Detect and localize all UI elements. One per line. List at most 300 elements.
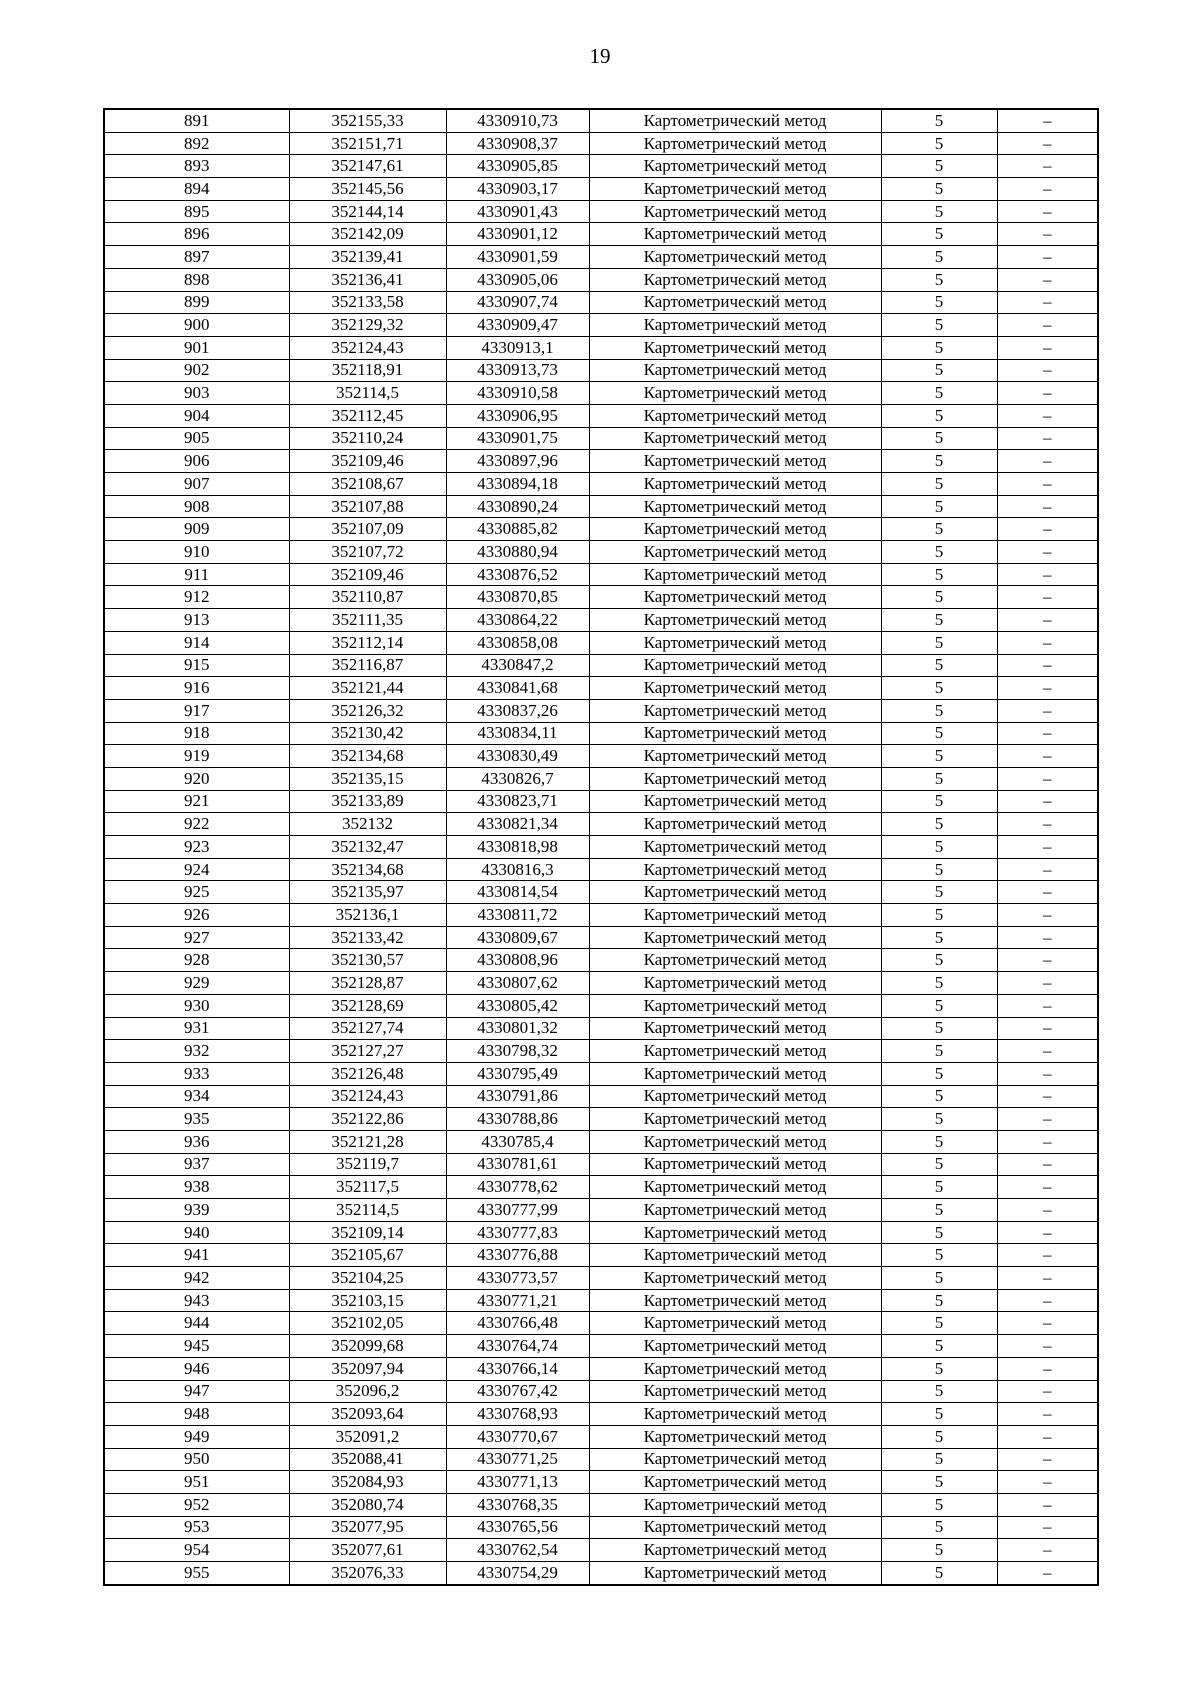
table-row xyxy=(104,1062,1098,1085)
y-coordinate-cell: 4330890,24 xyxy=(446,495,589,518)
method-cell: Картометрический метод xyxy=(589,1448,881,1471)
y-coordinate-cell: 4330781,61 xyxy=(446,1153,589,1176)
table-row xyxy=(104,1448,1098,1471)
y-coordinate-cell: 4330901,43 xyxy=(446,200,589,223)
y-coordinate-cell: 4330880,94 xyxy=(446,541,589,564)
accuracy-cell: 5 xyxy=(881,1312,997,1335)
point-number-cell: 925 xyxy=(104,881,289,904)
x-coordinate-cell: 352132 xyxy=(289,813,446,836)
method-cell: Картометрический метод xyxy=(589,1108,881,1131)
x-coordinate-cell: 352110,24 xyxy=(289,427,446,450)
accuracy-cell: 5 xyxy=(881,1289,997,1312)
accuracy-cell: 5 xyxy=(881,541,997,564)
note-cell: – xyxy=(997,1562,1098,1585)
note-cell: – xyxy=(997,1267,1098,1290)
accuracy-cell: 5 xyxy=(881,1448,997,1471)
x-coordinate-cell: 352114,5 xyxy=(289,382,446,405)
method-cell: Картометрический метод xyxy=(589,1176,881,1199)
note-cell: – xyxy=(997,1539,1098,1562)
method-cell: Картометрический метод xyxy=(589,1085,881,1108)
note-cell: – xyxy=(997,1040,1098,1063)
method-cell: Картометрический метод xyxy=(589,314,881,337)
method-cell: Картометрический метод xyxy=(589,1471,881,1494)
accuracy-cell: 5 xyxy=(881,631,997,654)
y-coordinate-cell: 4330910,58 xyxy=(446,382,589,405)
x-coordinate-cell: 352076,33 xyxy=(289,1562,446,1585)
method-cell: Картометрический метод xyxy=(589,268,881,291)
y-coordinate-cell: 4330913,73 xyxy=(446,359,589,382)
x-coordinate-cell: 352108,67 xyxy=(289,473,446,496)
x-coordinate-cell: 352088,41 xyxy=(289,1448,446,1471)
table-row xyxy=(104,881,1098,904)
note-cell: – xyxy=(997,699,1098,722)
method-cell: Картометрический метод xyxy=(589,1425,881,1448)
y-coordinate-cell: 4330897,96 xyxy=(446,450,589,473)
note-cell: – xyxy=(997,994,1098,1017)
y-coordinate-cell: 4330795,49 xyxy=(446,1062,589,1085)
y-coordinate-cell: 4330791,86 xyxy=(446,1085,589,1108)
point-number-cell: 942 xyxy=(104,1267,289,1290)
accuracy-cell: 5 xyxy=(881,1562,997,1585)
note-cell: – xyxy=(997,178,1098,201)
note-cell: – xyxy=(997,200,1098,223)
y-coordinate-cell: 4330785,4 xyxy=(446,1130,589,1153)
y-coordinate-cell: 4330905,06 xyxy=(446,268,589,291)
x-coordinate-cell: 352119,7 xyxy=(289,1153,446,1176)
method-cell: Картометрический метод xyxy=(589,699,881,722)
y-coordinate-cell: 4330908,37 xyxy=(446,132,589,155)
table-row xyxy=(104,155,1098,178)
note-cell: – xyxy=(997,268,1098,291)
coordinates-table xyxy=(103,108,1099,1586)
note-cell: – xyxy=(997,155,1098,178)
method-cell: Картометрический метод xyxy=(589,767,881,790)
method-cell: Картометрический метод xyxy=(589,109,881,132)
x-coordinate-cell: 352134,68 xyxy=(289,858,446,881)
table-row xyxy=(104,1176,1098,1199)
method-cell: Картометрический метод xyxy=(589,1562,881,1585)
accuracy-cell: 5 xyxy=(881,132,997,155)
note-cell: – xyxy=(997,609,1098,632)
y-coordinate-cell: 4330811,72 xyxy=(446,904,589,927)
y-coordinate-cell: 4330907,74 xyxy=(446,291,589,314)
note-cell: – xyxy=(997,745,1098,768)
y-coordinate-cell: 4330901,59 xyxy=(446,246,589,269)
accuracy-cell: 5 xyxy=(881,1267,997,1290)
method-cell: Картометрический метод xyxy=(589,1516,881,1539)
note-cell: – xyxy=(997,1130,1098,1153)
point-number-cell: 929 xyxy=(104,972,289,995)
note-cell: – xyxy=(997,813,1098,836)
table-row xyxy=(104,1040,1098,1063)
accuracy-cell: 5 xyxy=(881,246,997,269)
accuracy-cell: 5 xyxy=(881,1085,997,1108)
accuracy-cell: 5 xyxy=(881,200,997,223)
note-cell: – xyxy=(997,904,1098,927)
table-row xyxy=(104,200,1098,223)
table-row xyxy=(104,994,1098,1017)
accuracy-cell: 5 xyxy=(881,813,997,836)
note-cell: – xyxy=(997,1448,1098,1471)
x-coordinate-cell: 352103,15 xyxy=(289,1289,446,1312)
accuracy-cell: 5 xyxy=(881,586,997,609)
table-row xyxy=(104,836,1098,859)
accuracy-cell: 5 xyxy=(881,1176,997,1199)
note-cell: – xyxy=(997,858,1098,881)
note-cell: – xyxy=(997,1471,1098,1494)
note-cell: – xyxy=(997,1357,1098,1380)
point-number-cell: 908 xyxy=(104,495,289,518)
x-coordinate-cell: 352124,43 xyxy=(289,1085,446,1108)
x-coordinate-cell: 352102,05 xyxy=(289,1312,446,1335)
x-coordinate-cell: 352126,32 xyxy=(289,699,446,722)
accuracy-cell: 5 xyxy=(881,1516,997,1539)
x-coordinate-cell: 352107,72 xyxy=(289,541,446,564)
method-cell: Картометрический метод xyxy=(589,813,881,836)
table-row xyxy=(104,1516,1098,1539)
y-coordinate-cell: 4330913,1 xyxy=(446,336,589,359)
note-cell: – xyxy=(997,1176,1098,1199)
accuracy-cell: 5 xyxy=(881,972,997,995)
table-row xyxy=(104,1312,1098,1335)
accuracy-cell: 5 xyxy=(881,518,997,541)
y-coordinate-cell: 4330768,93 xyxy=(446,1403,589,1426)
accuracy-cell: 5 xyxy=(881,1403,997,1426)
table-row xyxy=(104,495,1098,518)
note-cell: – xyxy=(997,1425,1098,1448)
note-cell: – xyxy=(997,926,1098,949)
point-number-cell: 940 xyxy=(104,1221,289,1244)
note-cell: – xyxy=(997,1062,1098,1085)
note-cell: – xyxy=(997,586,1098,609)
note-cell: – xyxy=(997,450,1098,473)
y-coordinate-cell: 4330823,71 xyxy=(446,790,589,813)
note-cell: – xyxy=(997,427,1098,450)
x-coordinate-cell: 352126,48 xyxy=(289,1062,446,1085)
x-coordinate-cell: 352122,86 xyxy=(289,1108,446,1131)
y-coordinate-cell: 4330818,98 xyxy=(446,836,589,859)
method-cell: Картометрический метод xyxy=(589,654,881,677)
x-coordinate-cell: 352116,87 xyxy=(289,654,446,677)
table-row xyxy=(104,1539,1098,1562)
y-coordinate-cell: 4330805,42 xyxy=(446,994,589,1017)
method-cell: Картометрический метод xyxy=(589,722,881,745)
method-cell: Картометрический метод xyxy=(589,1312,881,1335)
note-cell: – xyxy=(997,654,1098,677)
note-cell: – xyxy=(997,246,1098,269)
table-row xyxy=(104,541,1098,564)
point-number-cell: 954 xyxy=(104,1539,289,1562)
point-number-cell: 931 xyxy=(104,1017,289,1040)
table-row xyxy=(104,631,1098,654)
method-cell: Картометрический метод xyxy=(589,1267,881,1290)
point-number-cell: 934 xyxy=(104,1085,289,1108)
x-coordinate-cell: 352128,69 xyxy=(289,994,446,1017)
y-coordinate-cell: 4330771,25 xyxy=(446,1448,589,1471)
x-coordinate-cell: 352135,97 xyxy=(289,881,446,904)
accuracy-cell: 5 xyxy=(881,1062,997,1085)
table-row xyxy=(104,677,1098,700)
method-cell: Картометрический метод xyxy=(589,450,881,473)
table-row xyxy=(104,132,1098,155)
table-row xyxy=(104,1357,1098,1380)
x-coordinate-cell: 352132,47 xyxy=(289,836,446,859)
point-number-cell: 952 xyxy=(104,1493,289,1516)
x-coordinate-cell: 352134,68 xyxy=(289,745,446,768)
table-row xyxy=(104,1493,1098,1516)
note-cell: – xyxy=(997,631,1098,654)
x-coordinate-cell: 352151,71 xyxy=(289,132,446,155)
method-cell: Картометрический метод xyxy=(589,359,881,382)
method-cell: Картометрический метод xyxy=(589,790,881,813)
y-coordinate-cell: 4330776,88 xyxy=(446,1244,589,1267)
point-number-cell: 920 xyxy=(104,767,289,790)
y-coordinate-cell: 4330858,08 xyxy=(446,631,589,654)
note-cell: – xyxy=(997,314,1098,337)
note-cell: – xyxy=(997,473,1098,496)
table-row xyxy=(104,1244,1098,1267)
accuracy-cell: 5 xyxy=(881,1244,997,1267)
point-number-cell: 892 xyxy=(104,132,289,155)
table-row xyxy=(104,745,1098,768)
point-number-cell: 917 xyxy=(104,699,289,722)
accuracy-cell: 5 xyxy=(881,767,997,790)
x-coordinate-cell: 352080,74 xyxy=(289,1493,446,1516)
y-coordinate-cell: 4330765,56 xyxy=(446,1516,589,1539)
accuracy-cell: 5 xyxy=(881,1221,997,1244)
method-cell: Картометрический метод xyxy=(589,404,881,427)
x-coordinate-cell: 352109,46 xyxy=(289,563,446,586)
x-coordinate-cell: 352104,25 xyxy=(289,1267,446,1290)
point-number-cell: 907 xyxy=(104,473,289,496)
point-number-cell: 926 xyxy=(104,904,289,927)
y-coordinate-cell: 4330788,86 xyxy=(446,1108,589,1131)
point-number-cell: 910 xyxy=(104,541,289,564)
accuracy-cell: 5 xyxy=(881,654,997,677)
note-cell: – xyxy=(997,1085,1098,1108)
accuracy-cell: 5 xyxy=(881,382,997,405)
x-coordinate-cell: 352118,91 xyxy=(289,359,446,382)
y-coordinate-cell: 4330864,22 xyxy=(446,609,589,632)
method-cell: Картометрический метод xyxy=(589,926,881,949)
y-coordinate-cell: 4330770,67 xyxy=(446,1425,589,1448)
method-cell: Картометрический метод xyxy=(589,336,881,359)
note-cell: – xyxy=(997,1108,1098,1131)
note-cell: – xyxy=(997,1199,1098,1222)
table-row xyxy=(104,813,1098,836)
x-coordinate-cell: 352139,41 xyxy=(289,246,446,269)
method-cell: Картометрический метод xyxy=(589,495,881,518)
method-cell: Картометрический метод xyxy=(589,382,881,405)
y-coordinate-cell: 4330798,32 xyxy=(446,1040,589,1063)
table-row xyxy=(104,767,1098,790)
x-coordinate-cell: 352105,67 xyxy=(289,1244,446,1267)
table-row xyxy=(104,314,1098,337)
method-cell: Картометрический метод xyxy=(589,1380,881,1403)
x-coordinate-cell: 352133,58 xyxy=(289,291,446,314)
point-number-cell: 904 xyxy=(104,404,289,427)
accuracy-cell: 5 xyxy=(881,1017,997,1040)
point-number-cell: 946 xyxy=(104,1357,289,1380)
note-cell: – xyxy=(997,1244,1098,1267)
x-coordinate-cell: 352093,64 xyxy=(289,1403,446,1426)
accuracy-cell: 5 xyxy=(881,1357,997,1380)
point-number-cell: 927 xyxy=(104,926,289,949)
table-row xyxy=(104,699,1098,722)
point-number-cell: 950 xyxy=(104,1448,289,1471)
point-number-cell: 902 xyxy=(104,359,289,382)
point-number-cell: 947 xyxy=(104,1380,289,1403)
accuracy-cell: 5 xyxy=(881,314,997,337)
x-coordinate-cell: 352107,88 xyxy=(289,495,446,518)
point-number-cell: 935 xyxy=(104,1108,289,1131)
point-number-cell: 939 xyxy=(104,1199,289,1222)
y-coordinate-cell: 4330870,85 xyxy=(446,586,589,609)
point-number-cell: 912 xyxy=(104,586,289,609)
accuracy-cell: 5 xyxy=(881,268,997,291)
table-row xyxy=(104,1380,1098,1403)
x-coordinate-cell: 352127,27 xyxy=(289,1040,446,1063)
y-coordinate-cell: 4330764,74 xyxy=(446,1335,589,1358)
method-cell: Картометрический метод xyxy=(589,1244,881,1267)
method-cell: Картометрический метод xyxy=(589,858,881,881)
point-number-cell: 898 xyxy=(104,268,289,291)
point-number-cell: 928 xyxy=(104,949,289,972)
table-row xyxy=(104,382,1098,405)
note-cell: – xyxy=(997,949,1098,972)
y-coordinate-cell: 4330901,12 xyxy=(446,223,589,246)
note-cell: – xyxy=(997,109,1098,132)
x-coordinate-cell: 352114,5 xyxy=(289,1199,446,1222)
accuracy-cell: 5 xyxy=(881,1040,997,1063)
note-cell: – xyxy=(997,881,1098,904)
table-row xyxy=(104,518,1098,541)
accuracy-cell: 5 xyxy=(881,450,997,473)
y-coordinate-cell: 4330777,99 xyxy=(446,1199,589,1222)
accuracy-cell: 5 xyxy=(881,722,997,745)
point-number-cell: 930 xyxy=(104,994,289,1017)
table-row xyxy=(104,1471,1098,1494)
note-cell: – xyxy=(997,563,1098,586)
note-cell: – xyxy=(997,1312,1098,1335)
method-cell: Картометрический метод xyxy=(589,473,881,496)
accuracy-cell: 5 xyxy=(881,109,997,132)
y-coordinate-cell: 4330910,73 xyxy=(446,109,589,132)
point-number-cell: 900 xyxy=(104,314,289,337)
point-number-cell: 891 xyxy=(104,109,289,132)
note-cell: – xyxy=(997,677,1098,700)
y-coordinate-cell: 4330830,49 xyxy=(446,745,589,768)
y-coordinate-cell: 4330841,68 xyxy=(446,677,589,700)
table-row xyxy=(104,972,1098,995)
y-coordinate-cell: 4330766,48 xyxy=(446,1312,589,1335)
point-number-cell: 936 xyxy=(104,1130,289,1153)
x-coordinate-cell: 352117,5 xyxy=(289,1176,446,1199)
point-number-cell: 896 xyxy=(104,223,289,246)
table-row xyxy=(104,291,1098,314)
point-number-cell: 894 xyxy=(104,178,289,201)
table-row xyxy=(104,1335,1098,1358)
coordinates-table-body xyxy=(104,109,1098,1585)
accuracy-cell: 5 xyxy=(881,427,997,450)
accuracy-cell: 5 xyxy=(881,926,997,949)
note-cell: – xyxy=(997,132,1098,155)
table-row xyxy=(104,1085,1098,1108)
point-number-cell: 923 xyxy=(104,836,289,859)
point-number-cell: 893 xyxy=(104,155,289,178)
method-cell: Картометрический метод xyxy=(589,1403,881,1426)
accuracy-cell: 5 xyxy=(881,178,997,201)
method-cell: Картометрический метод xyxy=(589,1221,881,1244)
table-row xyxy=(104,1199,1098,1222)
point-number-cell: 949 xyxy=(104,1425,289,1448)
x-coordinate-cell: 352077,61 xyxy=(289,1539,446,1562)
table-row xyxy=(104,427,1098,450)
method-cell: Картометрический метод xyxy=(589,155,881,178)
x-coordinate-cell: 352128,87 xyxy=(289,972,446,995)
point-number-cell: 918 xyxy=(104,722,289,745)
y-coordinate-cell: 4330766,14 xyxy=(446,1357,589,1380)
accuracy-cell: 5 xyxy=(881,790,997,813)
note-cell: – xyxy=(997,767,1098,790)
y-coordinate-cell: 4330905,85 xyxy=(446,155,589,178)
x-coordinate-cell: 352109,46 xyxy=(289,450,446,473)
x-coordinate-cell: 352127,74 xyxy=(289,1017,446,1040)
point-number-cell: 953 xyxy=(104,1516,289,1539)
method-cell: Картометрический метод xyxy=(589,949,881,972)
x-coordinate-cell: 352136,41 xyxy=(289,268,446,291)
y-coordinate-cell: 4330903,17 xyxy=(446,178,589,201)
y-coordinate-cell: 4330901,75 xyxy=(446,427,589,450)
point-number-cell: 932 xyxy=(104,1040,289,1063)
point-number-cell: 901 xyxy=(104,336,289,359)
method-cell: Картометрический метод xyxy=(589,609,881,632)
point-number-cell: 913 xyxy=(104,609,289,632)
point-number-cell: 924 xyxy=(104,858,289,881)
y-coordinate-cell: 4330801,32 xyxy=(446,1017,589,1040)
y-coordinate-cell: 4330771,21 xyxy=(446,1289,589,1312)
y-coordinate-cell: 4330894,18 xyxy=(446,473,589,496)
x-coordinate-cell: 352130,57 xyxy=(289,949,446,972)
accuracy-cell: 5 xyxy=(881,745,997,768)
accuracy-cell: 5 xyxy=(881,359,997,382)
note-cell: – xyxy=(997,972,1098,995)
point-number-cell: 916 xyxy=(104,677,289,700)
accuracy-cell: 5 xyxy=(881,1425,997,1448)
x-coordinate-cell: 352111,35 xyxy=(289,609,446,632)
method-cell: Картометрический метод xyxy=(589,200,881,223)
method-cell: Картометрический метод xyxy=(589,178,881,201)
point-number-cell: 899 xyxy=(104,291,289,314)
method-cell: Картометрический метод xyxy=(589,836,881,859)
method-cell: Картометрический метод xyxy=(589,1357,881,1380)
method-cell: Картометрический метод xyxy=(589,994,881,1017)
x-coordinate-cell: 352097,94 xyxy=(289,1357,446,1380)
accuracy-cell: 5 xyxy=(881,699,997,722)
method-cell: Картометрический метод xyxy=(589,1539,881,1562)
accuracy-cell: 5 xyxy=(881,336,997,359)
table-row xyxy=(104,609,1098,632)
point-number-cell: 895 xyxy=(104,200,289,223)
accuracy-cell: 5 xyxy=(881,858,997,881)
point-number-cell: 915 xyxy=(104,654,289,677)
note-cell: – xyxy=(997,790,1098,813)
note-cell: – xyxy=(997,1017,1098,1040)
accuracy-cell: 5 xyxy=(881,994,997,1017)
note-cell: – xyxy=(997,382,1098,405)
table-row xyxy=(104,223,1098,246)
x-coordinate-cell: 352112,14 xyxy=(289,631,446,654)
